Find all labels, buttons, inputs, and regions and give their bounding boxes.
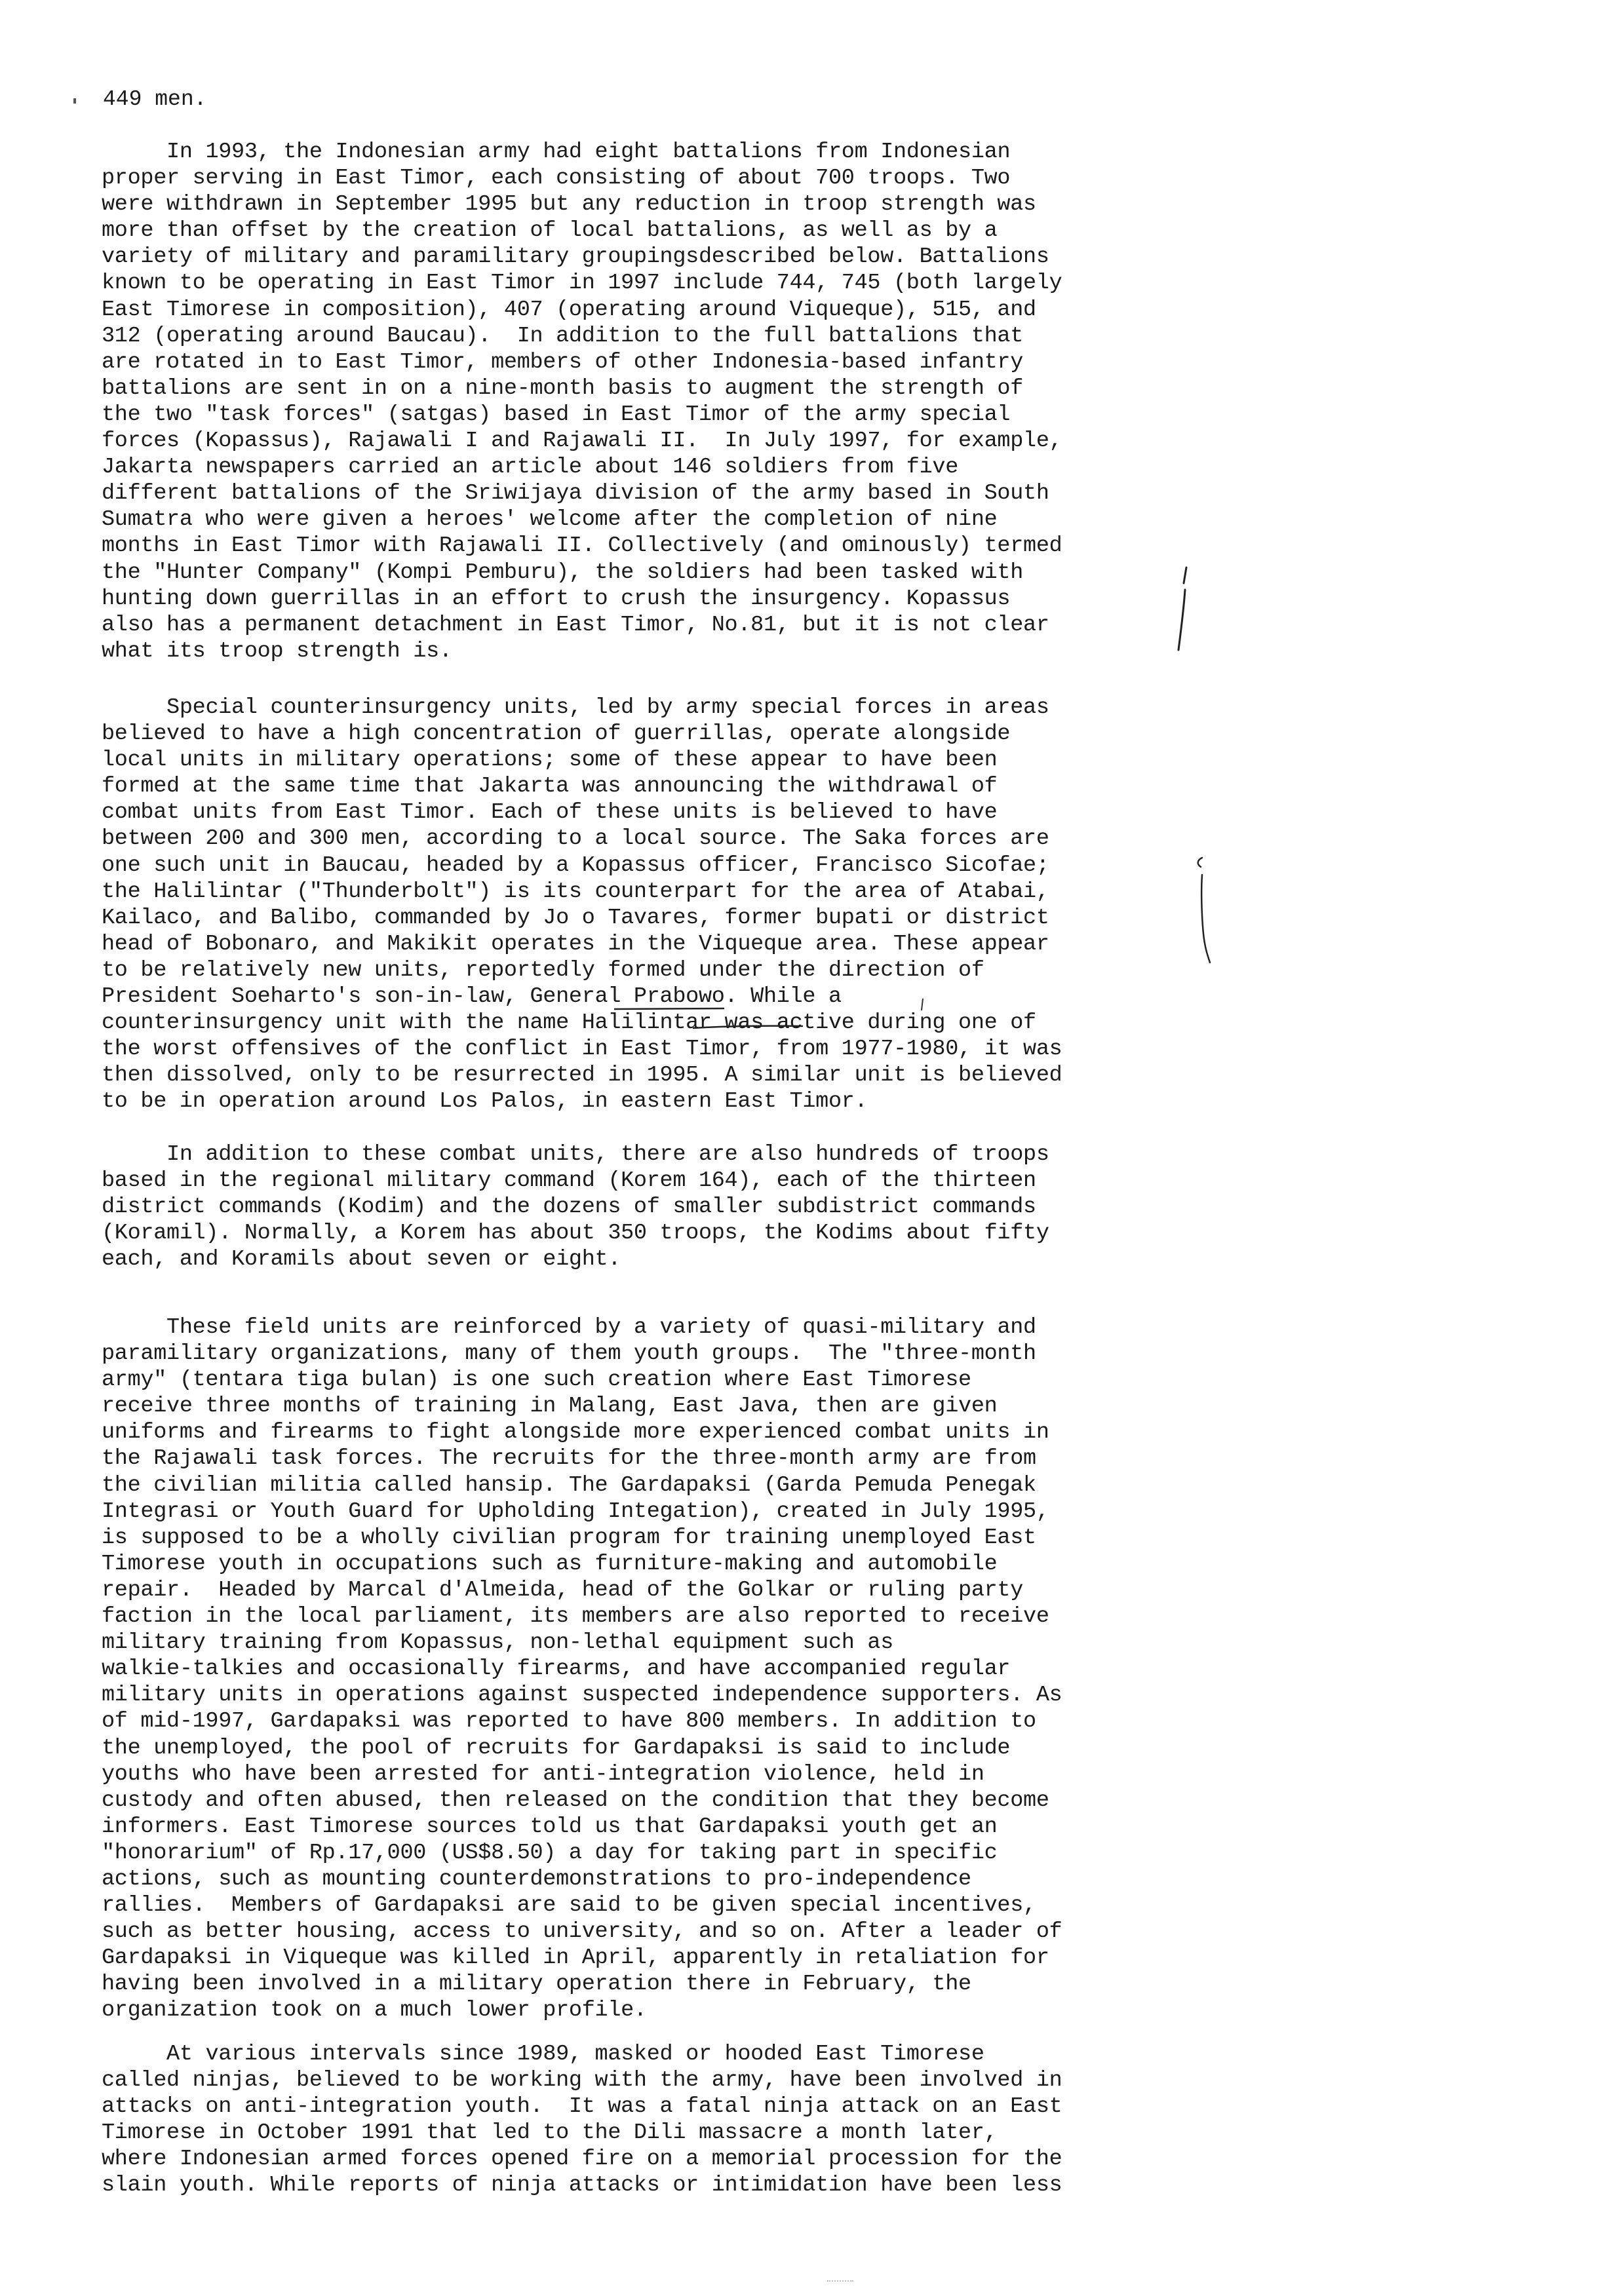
paragraph-2: Special counterinsurgency units, led by army special forces in areas believed to have a high concentration of guerrillas, operate alongside local units in military operations; some of these appear to have been formed at the same time that Jakarta was announcing the withdrawal of combat units from East Timor. Each of these units is believed to have between 200 and 300 men, according to a local source. The Saka forces are one such unit in Baucau, headed by a Kopassus officer, Francisco Sicofae; the Halilintar ("Thunderbolt") is its counterpart for the area of Atabai, Kailaco, and Balibo, commanded by Jo o Tavares, former bupati or district head of Bobonaro, and Makikit operates in the Viqueque area. These appear to be relatively new units, reportedly formed under the direction of President Soeharto's son-in-law, General Prabowo. While a counterinsurgency unit with the name Halilintar was active during one of the worst offensives of the conflict in East Timor, from 1977-1980, it was then dissolved, only to be resurrected in 1995. A similar unit is believed to be in operation around Los Palos, in eastern East Timor. bbox=[102, 695, 1062, 1115]
footer-scan-mark bbox=[827, 2280, 853, 2284]
paragraph-1: In 1993, the Indonesian army had eight battalions from Indonesian proper serving in East Timor, each consisting of about 700 troops. Two were withdrawn in September 1995 but any reduction in troop strength was more than offset by the creation of local battalions, as well as by a variety of military and paramilitary groupingsdescribed below. Battalions known to be operating in East Timor in 1997 include 744, 745 (both largely East Timorese in composition), 407 (operating around Viqueque), 515, and 312 (operating around Baucau). In addition to the full battalions that are rotated in to East Timor, members of other Indonesia-based infantry battalions are sent in on a nine-month basis to augment the strength of the two "task forces" (satgas) based in East Timor of the army special forces (Kopassus), Rajawali I and Rajawali II. In July 1997, for example, Jakarta newspapers carried an article about 146 soldiers from five different battalions of the Sriwijaya division of the army based in South Sumatra who were given a heroes' welcome after the completion of nine months in East Timor with Rajawali II. Collectively (and ominously) termed the "Hunter Company" (Kompi Pemburu), the soldiers had been tasked with hunting down guerrillas in an effort to crush the insurgency. Kopassus also has a permanent detachment in East Timor, No.81, but it is not clear what its troop strength is. bbox=[102, 140, 1062, 664]
header-fragment: 449 men. bbox=[103, 87, 207, 111]
paragraph-5: At various intervals since 1989, masked or hooded East Timorese called ninjas, believed to be working with the army, have been involved in attacks on anti-integration youth. It was a fatal ninja attack on an East Timorese in October 1991 that led to the Dili massacre a month later, where Indonesian armed forces opened fire on a memorial procession for the slain youth. While reports of ninja attacks or intimidation have been less bbox=[102, 2042, 1062, 2198]
paragraph-4: These field units are reinforced by a variety of quasi-military and paramilitary organizations, many of them youth groups. The "three-month army" (tentara tiga bulan) is one such creation where East Timorese receive three months of training in Malang, East Java, then are given uniforms and firearms to fight alongside more experienced combat units in the Rajawali task forces. The recruits for the three-month army are from the civilian militia called hansip. The Gardapaksi (Garda Pemuda Penegak Integrasi or Youth Guard for Upholding Integation), created in July 1995, is supposed to be a wholly civilian program for training unemployed East Timorese youth in occupations such as furniture-making and automobile repair. Headed by Marcal d'Almeida, head of the Golkar or ruling party faction in the local parliament, its members are also reported to receive military training from Kopassus, non-lethal equipment such as walkie-talkies and occasionally firearms, and have accompanied regular military units in operations against suspected independence supporters. As of mid-1997, Gardapaksi was reported to have 800 members. In addition to the unemployed, the pool of recruits for Gardapaksi is said to include youths who have been arrested for anti-integration violence, held in custody and often abused, then released on the condition that they become informers. East Timorese sources told us that Gardapaksi youth get an "honorarium" of Rp.17,000 (US$8.50) a day for taking part in specific actions, such as mounting counterdemonstrations to pro-independence rallies. Members of Gardapaksi are said to be given special incentives, such as better housing, access to university, and so on. After a leader of Gardapaksi in Viqueque was killed in April, apparently in retaliation for having been involved in a military operation there in February, the organization took on a much lower profile. bbox=[102, 1315, 1062, 2023]
paragraph-3: In addition to these combat units, there are also hundreds of troops based in the regional military command (Korem 164), each of the thirteen district commands (Kodim) and the dozens of smaller subdistrict commands (Koramil). Normally, a Korem has about 350 troops, the Kodims about fifty each, and Koramils about seven or eight. bbox=[102, 1142, 1049, 1272]
margin-tick-mark bbox=[73, 98, 76, 104]
